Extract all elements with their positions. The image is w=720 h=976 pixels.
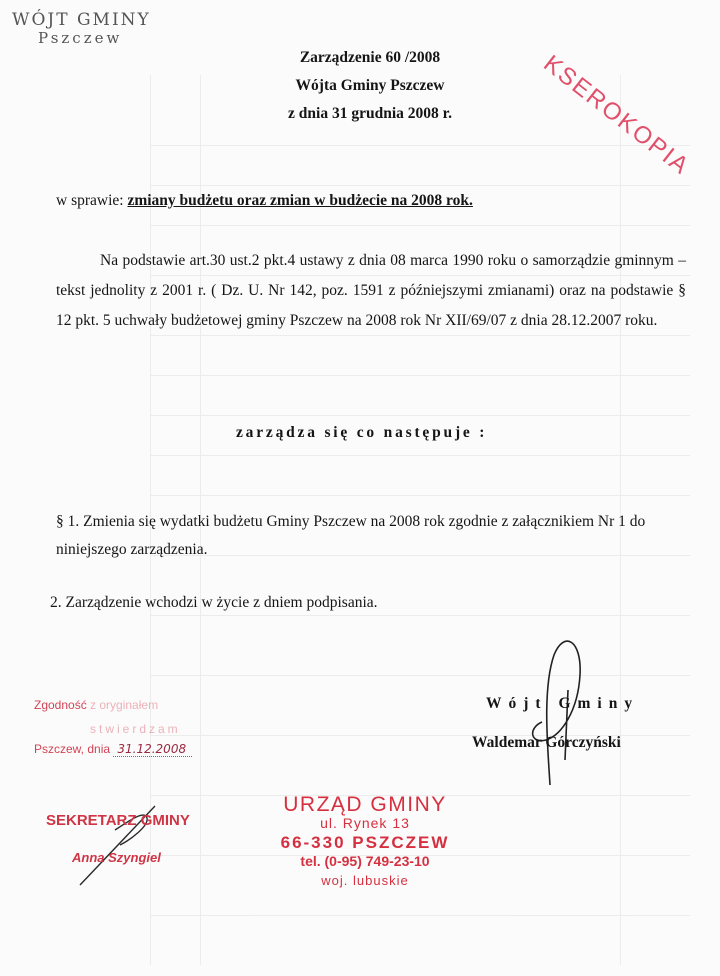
paragraph-2: 2. Zarządzenie wchodzi w życie z dniem podpisania. [50,594,378,611]
conformity-stamp-line2: stwierdzam [90,722,181,736]
secretary-title: SEKRETARZ GMINY [46,812,190,829]
signatory-title: Wójt Gminy [486,695,640,712]
conformity-stamp-date-line [34,742,192,756]
wojt-stamp [12,10,151,47]
signatory-name: Waldemar Górczyński [472,734,621,751]
conformity-place: Pszczew, dnia [34,742,114,756]
header-issuer: Wójta Gminy Pszczew [295,77,445,94]
office-postcode: 66-330 PSZCZEW [280,833,450,852]
office-name: URZĄD GMINY [283,793,447,816]
regarding-line [56,192,473,210]
document-header [200,44,540,128]
header-date: z dnia 31 grudnia 2008 r. [288,105,452,122]
legal-basis-text: Na podstawie art.30 ust.2 pkt.4 ustawy z dnia 08 marca 1990 roku o samorządzie gminnym – tekst jednolity z 2001 r. ( Dz. U. Nr 142, poz. 1591 z późniejszymi zmianami) oraz na podstawie § 12 pkt. 5 uchwały budżetowej gminy Pszczew na 2008 rok Nr XII/69/07 z dnia 28.12.2007 roku. [56,252,686,329]
wojt-stamp-line1: WÓJT GMINY [12,10,151,30]
copy-stamp: KSEROKOPIA [538,50,695,181]
regarding-subject: zmiany budżetu oraz zmian w budżecie na 2008 rok. [127,192,473,209]
header-title: Zarządzenie 60 /2008 [299,49,441,66]
office-street: ul. Rynek 13 [320,815,410,831]
conformity-rest: z oryginałem [86,698,159,712]
office-phone: tel. (0-95) 749-23-10 [300,853,430,869]
legal-basis-paragraph [56,246,686,336]
conformity-date: 31.12.2008 [113,742,192,757]
orders-heading: zarządza się co następuje : [236,424,488,441]
conformity-stamp-line1 [34,698,158,712]
office-stamp [260,795,470,890]
conformity-word: Zgodność [34,698,87,712]
secretary-stamp [46,812,190,865]
wojt-stamp-line2: Pszczew [38,29,123,47]
paragraph-1: § 1. Zmienia się wydatki budżetu Gminy Pszczew na 2008 rok zgodnie z załącznikiem Nr 1 do niniejszego zarządzenia. [56,513,646,558]
regarding-prefix: w sprawie: [56,192,128,209]
secretary-name: Anna Szyngiel [72,850,161,865]
office-province: woj. lubuskie [321,873,409,888]
